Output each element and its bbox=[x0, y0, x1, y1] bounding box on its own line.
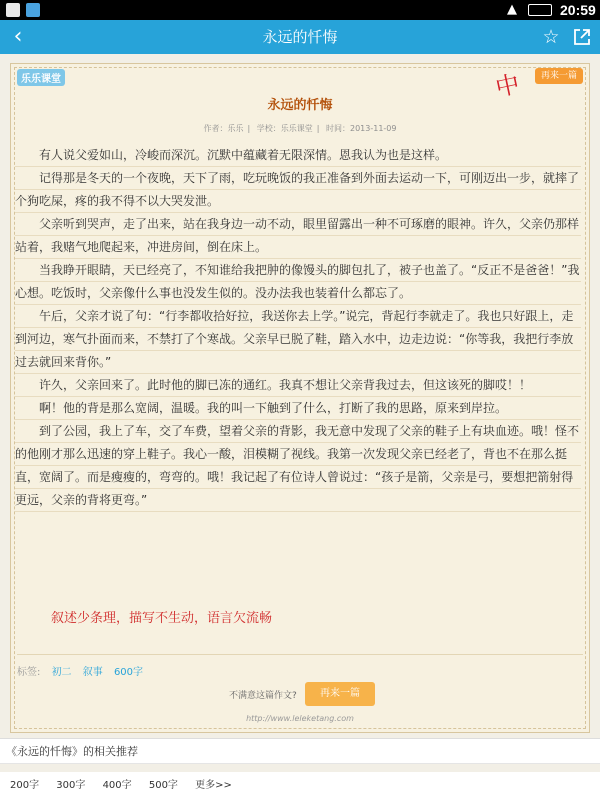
status-bar bbox=[0, 0, 600, 20]
word-count-tabs bbox=[0, 772, 600, 800]
tag-link[interactable]: 600字 bbox=[113, 667, 144, 678]
tags-label: 标签: bbox=[17, 667, 41, 678]
another-essay-button[interactable]: 再来一篇 bbox=[305, 682, 375, 706]
tag-link[interactable]: 初二 bbox=[51, 667, 72, 678]
status-time: 20:59 bbox=[560, 2, 596, 18]
essay-paragraph: 到了公园，我上了车，交了车费，望着父亲的背影，我无意中发现了父亲的鞋子上有块血迹。哦！怪不的他刚才那么迅速的穿上鞋子。我心一酸，泪模糊了视线。我第一次发现父亲已经老了，背也不在那么挺直，宽阔了。而是瘦瘦的，弯弯的。哦！我记起了有位诗人曾说过：“孩子是箭，父亲是弓，要想把箭射得更远，父亲的背将更弯。” bbox=[15, 420, 581, 512]
nav-bar bbox=[0, 20, 600, 54]
app-notification-icon bbox=[26, 3, 40, 17]
tag-link[interactable]: 叙事 bbox=[82, 667, 103, 678]
back-button[interactable]: ‹ bbox=[13, 24, 23, 49]
battery-icon bbox=[528, 4, 552, 16]
essay-paragraph: 午后，父亲才说了句：“行李都收拾好拉，我送你去上学。”说完，背起行李就走了。我也只好跟上，走到河边，寒气扑面而来，不禁打了个寒战。父亲早已脱了鞋，踏入水中，边走边说：“你等我，我把行李放过去就回来背你。” bbox=[15, 305, 581, 374]
grade-mark: 中 bbox=[492, 69, 523, 103]
star-icon[interactable]: ☆ bbox=[542, 26, 560, 48]
teacher-comment: 叙述少条理，描写不生动，语言欠流畅 bbox=[51, 611, 273, 626]
word-count-link[interactable]: 500字 bbox=[148, 780, 178, 791]
another-essay-button-top[interactable]: 再来一篇 bbox=[535, 68, 583, 84]
related-recommendations-header: 《永远的忏悔》的相关推荐 bbox=[0, 738, 600, 764]
meta-school: 学校：乐乐课堂 bbox=[256, 124, 313, 133]
page-title: 永远的忏悔 bbox=[262, 28, 338, 46]
essay-body bbox=[15, 144, 581, 512]
essay-paragraph: 许久，父亲回来了。此时他的脚已冻的通红。我真不想让父亲背我过去，但这该死的脚哎！！ bbox=[15, 374, 581, 397]
essay-paragraph: 父亲听到哭声，走了出来，站在我身边一动不动，眼里留露出一种不可琢磨的眼神。许久，父亲仍那样站着，我赌气地爬起来，冲进房间，倒在床上。 bbox=[15, 213, 581, 259]
word-count-link[interactable]: 300字 bbox=[56, 780, 86, 791]
word-count-link[interactable]: 400字 bbox=[102, 780, 132, 791]
meta-author: 作者：乐乐 bbox=[203, 124, 244, 133]
essay-meta: 作者：乐乐 | 学校：乐乐课堂 | 时间：2013-11-09 bbox=[203, 124, 397, 133]
meta-time: 时间：2013-11-09 bbox=[326, 124, 397, 133]
tags-row bbox=[17, 654, 583, 678]
word-count-link[interactable]: 200字 bbox=[10, 780, 40, 791]
more-link[interactable]: 更多>> bbox=[195, 780, 232, 791]
essay-paragraph: 有人说父爱如山，冷峻而深沉。沉默中蕴藏着无限深情。恩我认为也是这样。 bbox=[15, 144, 581, 167]
wifi-icon: ▲ bbox=[507, 2, 517, 17]
app-notification-icon bbox=[6, 3, 20, 17]
site-url: http://www.leleketang.com bbox=[246, 714, 354, 723]
essay-paragraph: 记得那是冬天的一个夜晚，天下了雨，吃玩晚饭的我正准备到外面去运动一下，可刚迈出一步，就摔了个狗吃屎，疼的我不得不以大哭发泄。 bbox=[15, 167, 581, 213]
share-icon-graphic bbox=[572, 27, 592, 47]
essay-paragraph: 当我睁开眼睛，天已经亮了，不知谁给我把肿的像馒头的脚包扎了，被子也盖了。“反正不是爸爸！”我心想。吃饭时，父亲像什么事也没发生似的。没办法我也装着什么都忘了。 bbox=[15, 259, 581, 305]
essay-paper bbox=[10, 63, 590, 733]
essay-title: 永远的忏悔 bbox=[267, 98, 333, 113]
share-icon[interactable] bbox=[572, 27, 592, 47]
brand-logo: 乐乐课堂 bbox=[17, 69, 65, 86]
essay-paragraph: 啊！他的背是那么宽阔，温暖。我的叫一下触到了什么，打断了我的思路，原来到岸拉。 bbox=[15, 397, 581, 420]
dissatisfied-prompt: 不满意这篇作文? bbox=[229, 691, 297, 701]
